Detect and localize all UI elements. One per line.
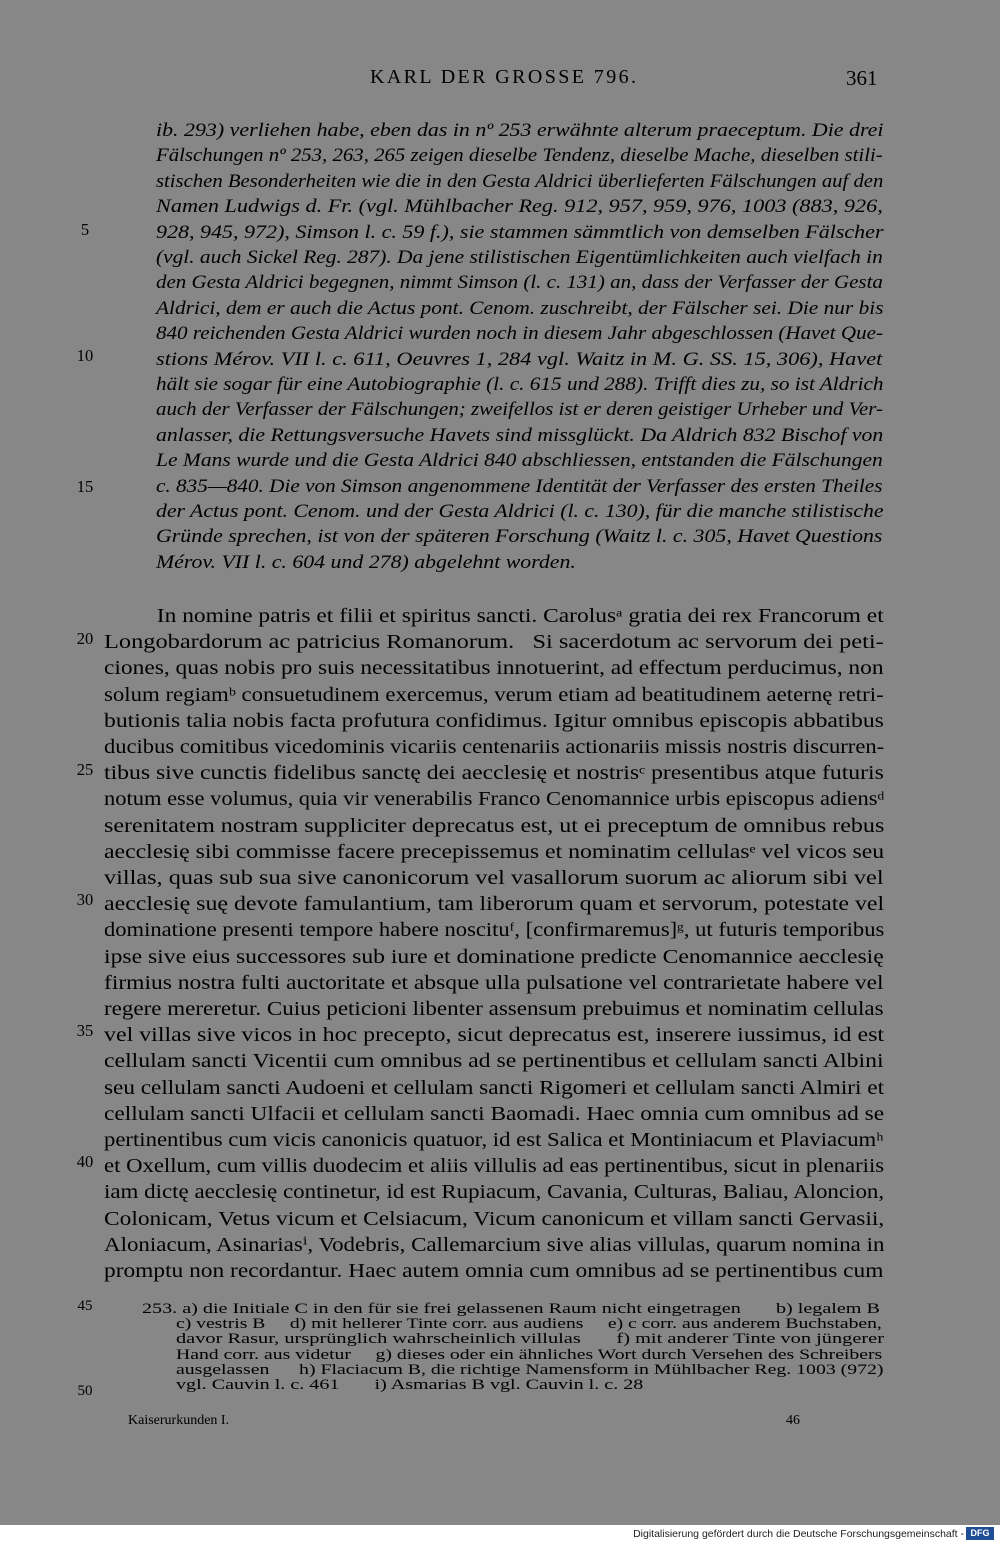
line-number: 15 (76, 477, 94, 496)
line-number: 5 (80, 220, 90, 239)
dfg-logo: DFG (966, 1527, 994, 1540)
note-line: Fälschungen nº 253, 263, 265 zeigen dieselbe Tendenz, dieselbe Mache, dieselben stili- (156, 146, 883, 167)
line-number: 25 (76, 760, 94, 779)
main-line: cellulam sancti Ulfacii et cellulam sancti Baomadi. Haec omnia cum omnibus ad se (104, 1102, 885, 1125)
fn-line: vgl. Cauvin l. c. 461 i) Asmarias B vgl. Cauvin l. c. 28 (176, 1377, 644, 1393)
main-line: firmius nostra fulti auctoritate et absque ulla pulsatione vel contrarietate habere vel (104, 971, 884, 994)
main-line: Aloniacum, Asinariasⁱ, Vodebris, Callemarcium sive alias villulas, quarum nomina in (104, 1233, 885, 1256)
sheet-number: 46 (786, 1413, 800, 1428)
main-line: In nomine patris et filii et spiritus sancti. Carolusᵃ gratia dei rex Francorum et (104, 605, 884, 627)
main-line: regere mereretur. Cuius peticioni libenter assensum prebuimus et nominatim cellulas (104, 998, 884, 1020)
main-line: et Oxellum, cum villis duodecim et aliis villulis ad eas pertinentibus, sicut in plenariis (104, 1155, 885, 1178)
main-line: aecclesię sibi commisse facere precepissemus et nominatim cellulasᵉ vel vicos seu (104, 840, 885, 863)
main-line: ipse sive eius successores sub iure et dominatione predicte Cenomannice aecclesię (104, 945, 884, 968)
main-line: villas, quas sub sua sive canonicorum vel vasallorum suorum ac aliorum sibi vel (104, 867, 884, 889)
main-line: butionis talia nobis facta profutura confidimus. Igitur omnibus episcopis abbatibus (104, 709, 884, 732)
main-line: promptu non recordantur. Haec autem omnia cum omnibus ad se pertinentibus cum (104, 1260, 884, 1282)
line-number: 30 (76, 890, 94, 909)
fn-line: 253. a) die Initiale C in den für sie frei gelassenen Raum nicht eingetragen b) legalem B (142, 1301, 880, 1317)
fn-line: davor Rasur, ursprünglich wahrscheinlich villulas f) mit anderer Tinte von jüngerer (176, 1331, 884, 1348)
page-number: 361 (846, 66, 878, 90)
note-line: stions Mérov. VII l. c. 611, Oeuvres 1, 284 vgl. Waitz in M. G. SS. 15, 306), Havet (156, 349, 883, 370)
main-line: seu cellulam sancti Audoeni et cellulam sancti Rigomeri et cellulam sancti Almiri et (104, 1076, 885, 1099)
signature-mark: Kaiserurkunden I. (128, 1413, 230, 1428)
line-number: 45 (77, 1298, 93, 1314)
main-line: notum esse volumus, quia vir venerabilis Franco Cenomannice urbis episcopus adiensᵈ (104, 788, 885, 811)
main-line: aecclesię suę devote famulantium, tam liberorum quam et servorum, potestate vel (104, 893, 885, 916)
fn-line: ausgelassen h) Flaciacum B, die richtige Namensform in Mühlbacher Reg. 1003 (972) (176, 1361, 884, 1378)
main-line: Colonicam, Vetus vicum et Celsiacum, Vicum canonicum et villam sancti Gervasii, (104, 1207, 885, 1230)
fn-line: Hand corr. aus videtur g) dieses oder ein ähnliches Wort durch Versehen des Schreibers (176, 1346, 883, 1363)
note-line: ib. 293) verliehen habe, eben das in nº 253 erwähnte alterum praeceptum. Die drei (156, 121, 884, 141)
line-number: 20 (76, 629, 94, 648)
running-header (0, 66, 1000, 96)
funding-credit: Digitalisierung gefördert durch die Deutsche Forschungsgemeinschaft - (633, 1528, 964, 1540)
main-line: tibus sive cunctis fidelibus sanctę dei aecclesię et nostrisᶜ presentibus atque futuris (104, 762, 884, 785)
main-line: iam dictę aecclesię continetur, id est Rupiacum, Cavania, Culturas, Baliau, Aloncion, (104, 1181, 885, 1204)
main-line: vel villas sive vicos in hoc precepto, sicut deprecatus est, inserere iussimus, id est (104, 1024, 885, 1047)
note-line: stischen Besonderheiten wie die in den Gesta Aldrici überlieferten Fälschungen auf den (156, 171, 884, 192)
note-line: Aldrici, dem er auch die Actus pont. Cenom. zuschreibt, der Fälscher sei. Die nur bis (156, 298, 884, 319)
line-number: 50 (77, 1383, 93, 1399)
main-line: serenitatem nostram suppliciter deprecatus est, ut ei preceptum de omnibus rebus (104, 814, 885, 837)
note-line: auch der Verfasser der Fälschungen; zweifellos ist er deren geistiger Urheber und Ver- (156, 400, 883, 421)
note-line: c. 835—840. Die von Simson angenommene Identität der Verfasser des ersten Theiles (156, 476, 883, 497)
main-line: ducibus comitibus vicedominis vicariis centenariis actionariis missis nostris discurren- (104, 736, 885, 758)
main-line: pertinentibus cum vicis canonicis quatuor, id est Salica et Montiniacum et Plaviacumʰ (104, 1129, 884, 1151)
main-line: cellulam sancti Vicentii cum omnibus ad se pertinentibus et cellulam sancti Albini (104, 1050, 884, 1073)
line-number: 10 (76, 346, 94, 365)
line-number: 35 (76, 1021, 94, 1040)
main-line: Longobardorum ac patricius Romanorum. Si sacerdotum ac servorum dei peti- (104, 631, 884, 654)
note-line: anlasser, die Rettungsversuche Havets sind missglückt. Da Aldrich 832 Bischof von (156, 425, 884, 446)
running-title: KARL DER GROSSE 796. (370, 66, 639, 88)
main-line: dominatione presenti tempore habere noscituᶠ, [confirmaremus]ᵍ, ut futuris temporibus (104, 919, 885, 942)
fn-line: c) vestris B d) mit hellerer Tinte corr. aus audiens e) c corr. aus anderem Buchstaben, (176, 1316, 882, 1333)
note-line: (vgl. auch Sickel Reg. 287). Da jene stilistischen Eigentümlichkeiten auch vielfach in (156, 248, 883, 268)
note-line: der Actus pont. Cenom. und der Gesta Aldrici (l. c. 130), für die manche stilistische (156, 502, 884, 522)
note-line: hält sie sogar für eine Autobiographie (l. c. 615 und 288). Trifft dies zu, so ist Aldrich (156, 375, 884, 395)
line-number: 40 (76, 1152, 94, 1171)
note-line: Le Mans wurde und die Gesta Aldrici 840 abschliessen, entstanden die Fälschungen (156, 451, 883, 472)
main-line: ciones, quas nobis pro suis necessitatibus innotuerint, ad effectum perducimus, non (104, 657, 884, 680)
main-line: solum regiamᵇ consuetudinem exercemus, verum etiam ad beatitudinem aeternę retri- (104, 683, 884, 706)
note-line: Gründe sprechen, ist von der späteren Forschung (Waitz l. c. 305, Havet Questions (156, 527, 883, 548)
note-line: Mérov. VII l. c. 604 und 278) abgelehnt worden. (156, 552, 576, 573)
note-line: 840 reichenden Gesta Aldrici wurden noch in diesem Jahr abgeschlossen (Havet Que- (156, 324, 883, 345)
note-line: Namen Ludwigs d. Fr. (vgl. Mühlbacher Reg. 912, 957, 959, 976, 1003 (883, 926, (156, 197, 883, 218)
note-line: 928, 945, 972), Simson l. c. 59 f.), sie stammen sämmtlich von demselben Fälscher (156, 222, 884, 243)
note-line: den Gesta Aldrici begegnen, nimmt Simson (l. c. 131) an, dass der Verfasser der Gesta (156, 273, 883, 294)
